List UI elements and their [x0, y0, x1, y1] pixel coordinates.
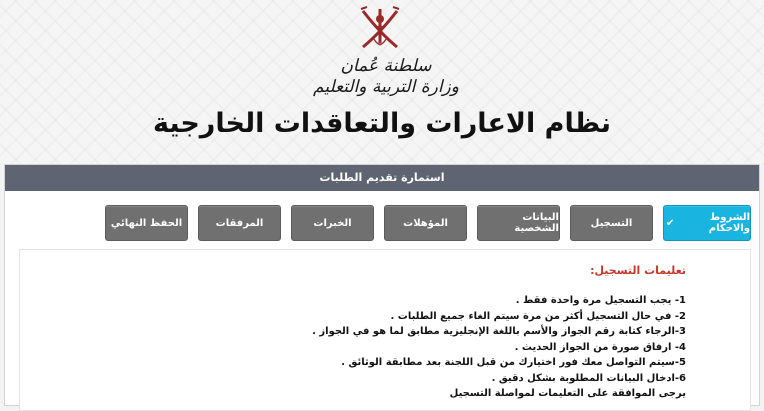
form-steps-tabs	[89, 205, 751, 241]
logo-line-1: سلطنة عُمان	[340, 56, 432, 76]
tab-registration[interactable]	[570, 205, 653, 241]
ministry-logo-text	[300, 56, 472, 98]
tab-terms-and-conditions[interactable]	[663, 205, 751, 241]
instruction-rule: 4- ارفاق صورة من الجواز الحديث .	[514, 341, 686, 353]
instruction-rule: 1- يجب التسجيل مرة واحدة فقط .	[515, 295, 686, 306]
instructions-text	[66, 264, 686, 402]
instructions-panel	[19, 249, 751, 411]
tab-label: التسجيل	[590, 217, 633, 229]
logo-line-2: وزارة التربية والتعليم	[313, 77, 459, 97]
form-title: استمارة تقديم الطلبات	[5, 165, 759, 191]
national-emblem-icon	[355, 3, 405, 55]
agreement-note: يرجى الموافقة على التعليمات لمواصلة التسجيل	[449, 388, 686, 399]
tab-label: البيانات الشخصية	[514, 212, 559, 234]
system-title: نظام الاعارات والتعاقدات الخارجية	[152, 108, 612, 139]
tab-personal-data[interactable]	[477, 205, 560, 241]
instruction-rule: 6-ادخال البيانات المطلوبة بشكل دقيق .	[491, 372, 686, 384]
application-form-card	[4, 164, 760, 406]
instructions-heading: تعليمات التسجيل:	[590, 264, 686, 277]
tab-label: المرفقات	[215, 217, 264, 229]
tab-label: الحفظ النهائي	[110, 217, 183, 229]
tab-label: الشروط والاحكام	[708, 212, 750, 234]
tab-label: الخبرات	[313, 217, 352, 229]
tab-experience[interactable]	[291, 205, 374, 241]
check-icon: ✔	[666, 217, 675, 229]
tab-label: المؤهلات	[403, 217, 448, 229]
instruction-rule: 2- في حال التسجيل أكثر من مرة سيتم الغاء جميع الطلبات .	[390, 310, 686, 322]
tab-attachments[interactable]	[198, 205, 281, 241]
tab-final-save[interactable]	[105, 205, 188, 241]
instruction-rule: 3-الرجاء كتابة رقم الجواز والأسم باللغة الإنجليزية مطابق لما هو في الجواز .	[312, 326, 686, 337]
instruction-rule: 5-سيتم التواصل معك فور اختيارك من قبل اللجنة بعد مطابقة الوثائق .	[341, 357, 686, 368]
tab-qualifications[interactable]	[384, 205, 467, 241]
